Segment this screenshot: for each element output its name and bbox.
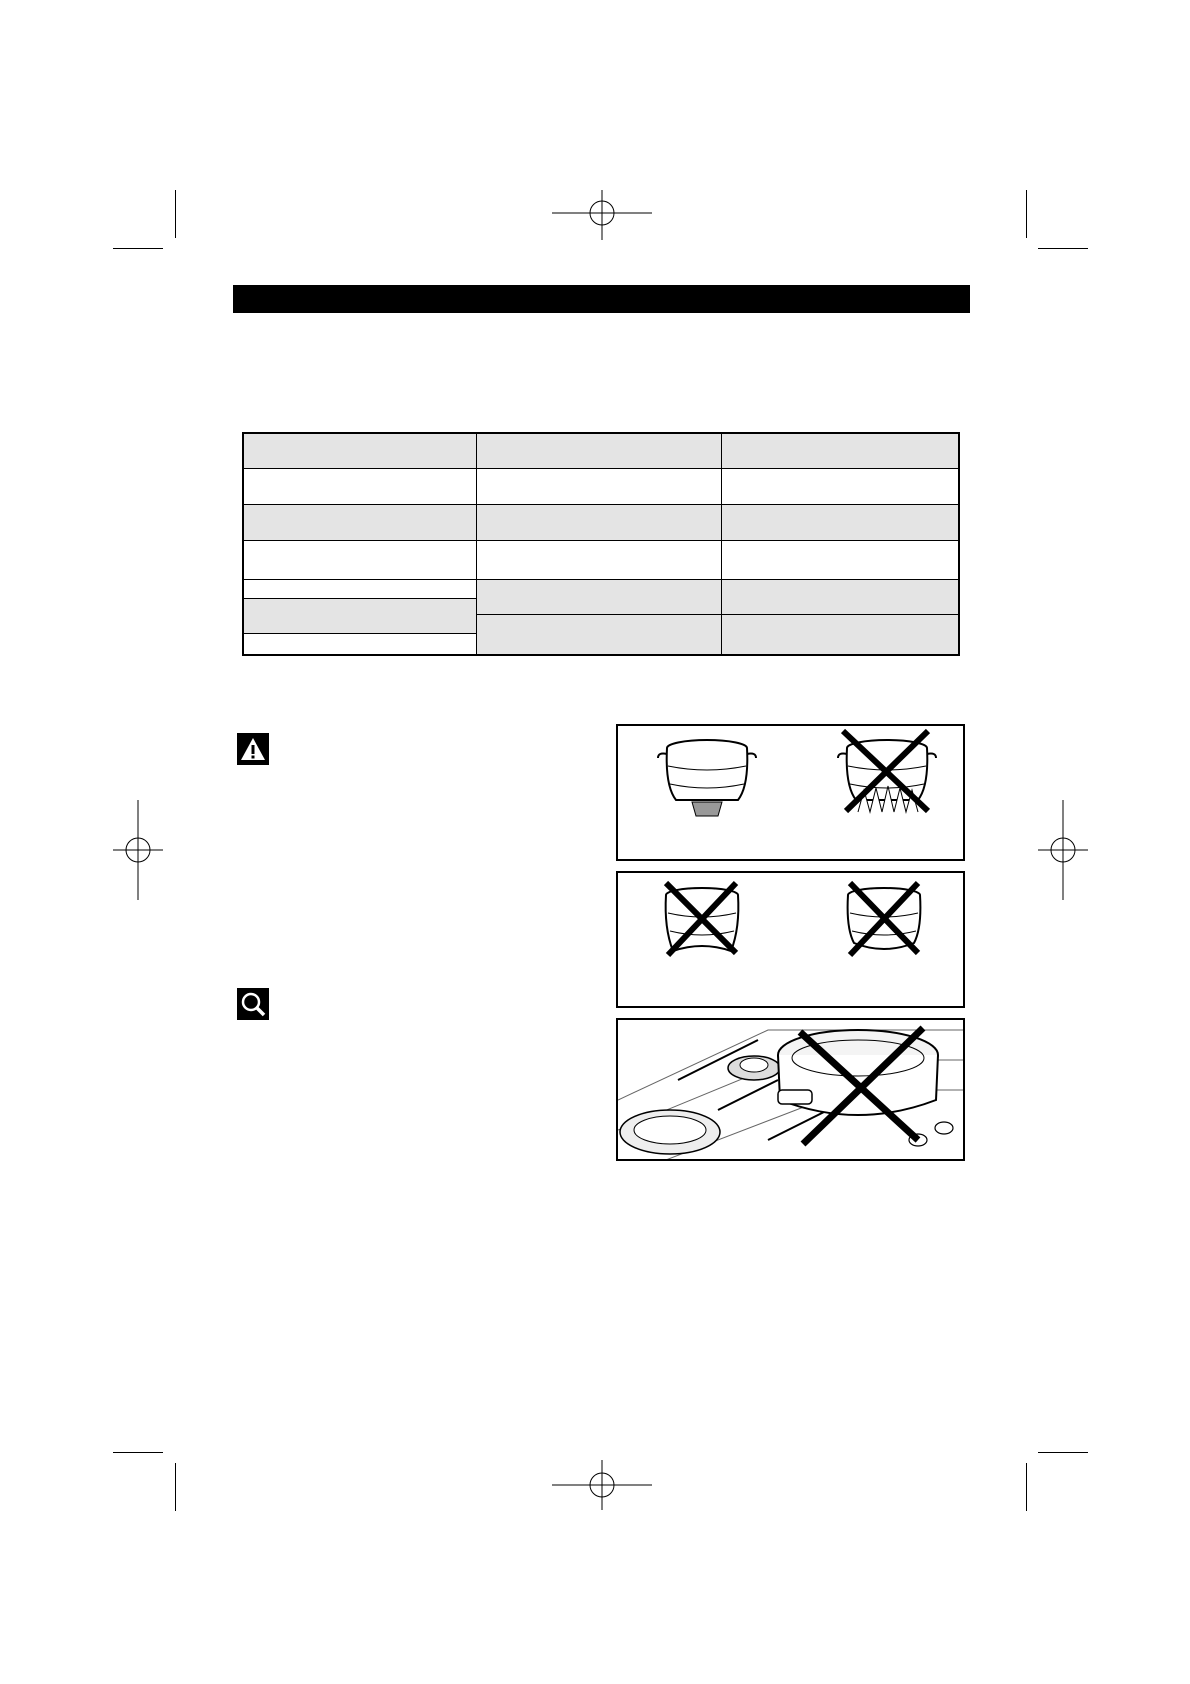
table-cell: [477, 615, 722, 654]
illustration-panel-wrong-bases: [616, 871, 965, 1008]
section-title: [233, 290, 243, 307]
table-cell: [722, 541, 958, 580]
crop-mark: [1038, 1452, 1088, 1453]
table-cell: [477, 434, 722, 469]
table-cell: [722, 615, 958, 654]
correct-pan-icon: [658, 740, 756, 816]
warning-triangle-icon: [237, 733, 269, 765]
section-header-bar: [233, 285, 970, 313]
table-cell: [244, 469, 477, 505]
wrong-pan-concave-icon: [666, 883, 739, 955]
wrong-pan-convex-icon: [848, 883, 921, 955]
wrong-pan-flames-icon: [838, 731, 936, 812]
crop-mark: [175, 1463, 176, 1511]
registration-target-icon: [113, 800, 163, 900]
crop-mark: [113, 248, 163, 249]
pan-illustration: [618, 726, 965, 861]
table-cell: [244, 434, 477, 469]
crop-mark: [1038, 248, 1088, 249]
table-cell: [244, 599, 477, 634]
registration-target-icon: [552, 1460, 652, 1510]
table-cell: [477, 469, 722, 505]
hob-illustration: [618, 1020, 965, 1161]
crop-mark: [113, 1452, 163, 1453]
registration-target-icon: [552, 190, 652, 240]
crop-mark: [1026, 1463, 1027, 1511]
pan-illustration: [618, 873, 965, 1008]
illustration-panel-hob-overhang: [616, 1018, 965, 1161]
registration-target-icon: [1038, 800, 1088, 900]
table-cell: [244, 634, 477, 654]
table-cell: [477, 541, 722, 580]
magnifier-icon: [237, 988, 269, 1020]
crop-mark: [1026, 190, 1027, 238]
table-cell: [722, 580, 958, 615]
table-cell: [244, 505, 477, 541]
table-cell: [722, 434, 958, 469]
table-cell: [244, 541, 477, 580]
table-cell: [244, 580, 477, 599]
illustration-panel-correct-vs-flames: [616, 724, 965, 861]
table-cell: [722, 505, 958, 541]
crop-mark: [175, 190, 176, 238]
table-cell: [477, 580, 722, 615]
table-cell: [722, 469, 958, 505]
burner-pan-table: [242, 432, 960, 656]
table-cell: [477, 505, 722, 541]
